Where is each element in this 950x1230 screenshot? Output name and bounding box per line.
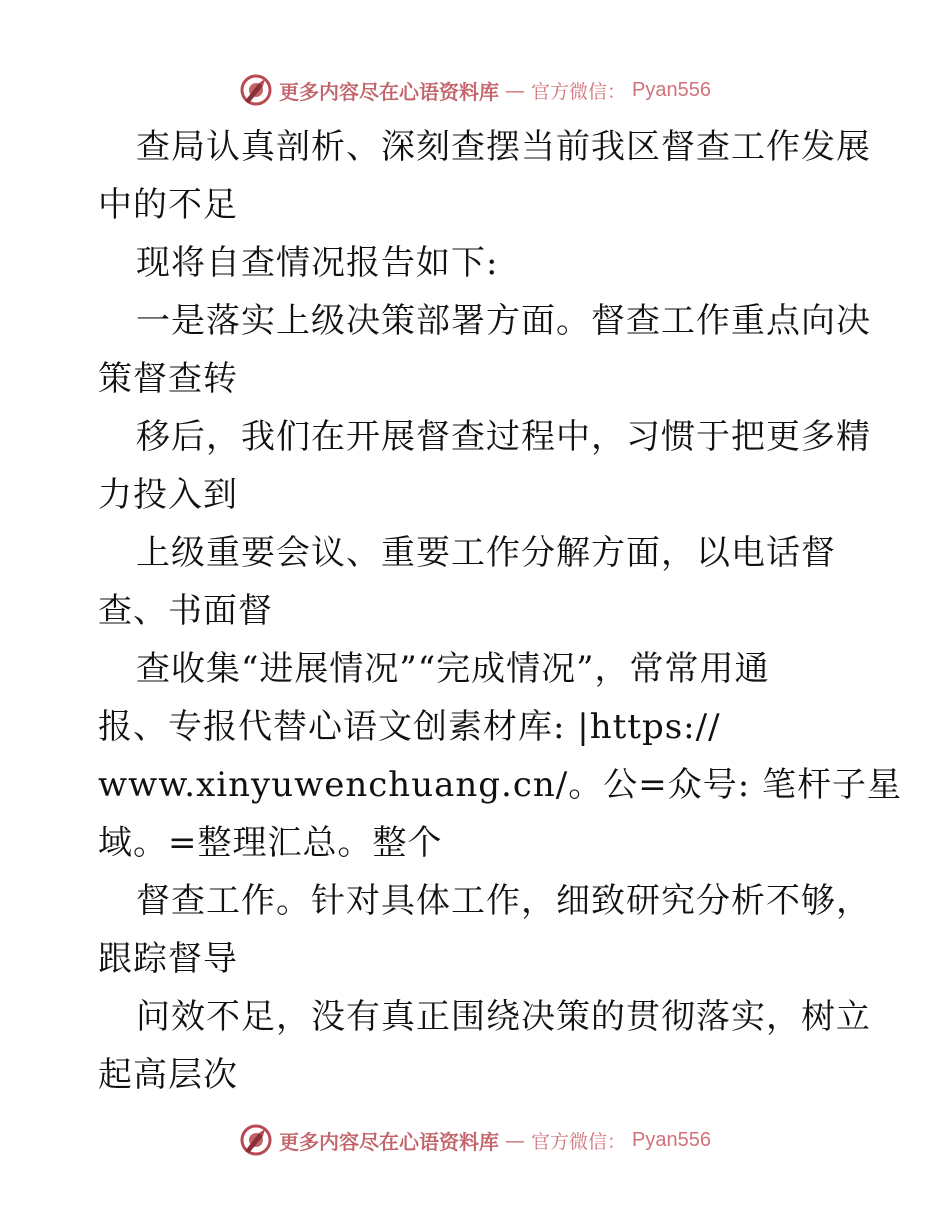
text-line: 查局认真剖析、深刻查摆当前我区督查工作发展: [136, 127, 871, 167]
watermark-wechat-id: Pyan556: [632, 1128, 711, 1151]
header-watermark: [0, 70, 950, 110]
text-line: 策督查转: [98, 359, 238, 399]
text-line: 查收集“进展情况”“完成情况”，常常用通: [136, 649, 770, 689]
text-line: 报、专报代替心语文创素材库: |https://: [98, 707, 721, 747]
watermark-text: 更多内容尽在心语资料库: [279, 79, 499, 104]
text-line: 中的不足: [98, 185, 238, 225]
text-line: 问效不足，没有真正围绕决策的贯彻落实，树立: [136, 997, 871, 1037]
text-line: www.xinyuwenchuang.cn/。公=众号: 笔杆子星: [98, 765, 902, 805]
text-line: 一是落实上级决策部署方面。督查工作重点向决: [136, 301, 871, 341]
watermark-official-label: 官方微信：: [531, 1130, 627, 1153]
text-line: 查、书面督: [98, 591, 273, 631]
text-line: 域。=整理汇总。整个: [98, 823, 443, 863]
footer-watermark: [0, 1120, 950, 1160]
brand-logo-icon: [239, 73, 273, 107]
watermark-text: 更多内容尽在心语资料库: [279, 1129, 499, 1154]
text-line: 督查工作。针对具体工作，细致研究分析不够，: [136, 881, 871, 921]
document-body: [98, 118, 902, 1104]
text-line: 力投入到: [98, 475, 238, 515]
text-line: 跟踪督导: [98, 939, 238, 979]
watermark-wechat-id: Pyan556: [632, 78, 711, 101]
watermark-dash: —: [505, 78, 525, 102]
watermark-official-label: 官方微信：: [531, 80, 627, 103]
text-line: 起高层次: [98, 1055, 238, 1095]
text-line: 现将自查情况报告如下:: [136, 243, 499, 283]
text-line: 移后，我们在开展督查过程中，习惯于把更多精: [136, 417, 871, 457]
watermark-dash: —: [505, 1128, 525, 1152]
brand-logo-icon: [239, 1123, 273, 1157]
text-line: 上级重要会议、重要工作分解方面，以电话督: [136, 533, 836, 573]
